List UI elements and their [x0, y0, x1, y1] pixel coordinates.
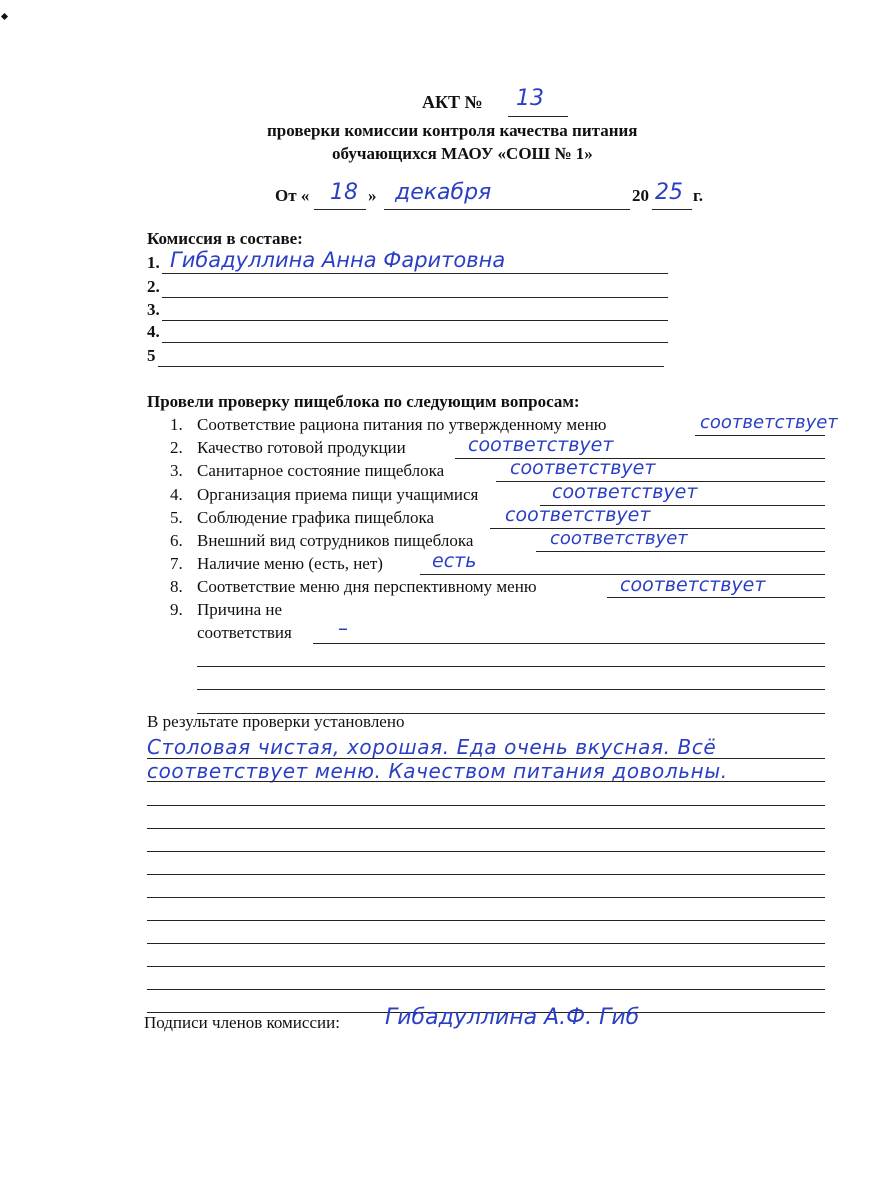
item-8-text: Соответствие меню дня перспективному меню [197, 577, 537, 596]
date-mid: » [368, 186, 377, 205]
result-rule-9 [147, 943, 825, 944]
item-5-text: Соблюдение графика пищеблока [197, 508, 435, 527]
date-day: 18 [330, 180, 358, 205]
item-3-num: 3. [170, 461, 183, 480]
signatures-value: Гибадуллина А.Ф. Гиб [385, 1005, 640, 1030]
result-rule-5 [147, 851, 825, 852]
item-9-num: 9. [170, 600, 183, 619]
item-7-text: Наличие меню (есть, нет) [197, 554, 383, 573]
item-8-answer: соответствует [620, 574, 766, 596]
act-number: 13 [516, 86, 544, 111]
member-5-num: 5 [147, 346, 156, 365]
scan-corner-mark [1, 13, 8, 20]
result-rule-8 [147, 920, 825, 921]
commission-heading: Комиссия в составе: [147, 229, 303, 248]
member-3-num: 3. [147, 300, 160, 319]
subtitle-line-2: обучающихся МАОУ «СОШ № 1» [332, 144, 593, 163]
date-prefix: От « [275, 186, 310, 205]
item-1-answer: соответствует [700, 412, 838, 433]
item-9-text-line-1: Причина не [197, 600, 283, 619]
item-9-line-3 [197, 689, 825, 690]
item-6-text: Внешний вид сотрудников пищеблока [197, 531, 474, 550]
item-9-answer: – [338, 616, 348, 640]
member-5-line [158, 366, 664, 367]
item-1-num: 1. [170, 415, 183, 434]
item-9-line-1 [313, 643, 825, 644]
item-6-line [536, 551, 825, 552]
item-2-num: 2. [170, 438, 183, 457]
member-3-line [162, 320, 668, 321]
item-2-text: Качество готовой продукции [197, 438, 406, 457]
item-3-text: Санитарное состояние пищеблока [197, 461, 445, 480]
subtitle-line-1: проверки комиссии контроля качества питания [267, 121, 638, 140]
item-8-line [607, 597, 825, 598]
result-heading: В результате проверки установлено [147, 712, 405, 731]
item-3-answer: соответствует [510, 457, 656, 479]
item-7-num: 7. [170, 554, 183, 573]
item-7-answer: есть [432, 550, 477, 572]
date-year-prefix: 20 [632, 186, 649, 205]
date-year-line [652, 209, 692, 210]
item-6-num: 6. [170, 531, 183, 550]
item-5-num: 5. [170, 508, 183, 527]
inspection-heading: Провели проверку пищеблока по следующим вопросам: [147, 392, 580, 411]
item-9-line-2 [197, 666, 825, 667]
member-2-line [162, 297, 668, 298]
act-label: АКТ № [422, 92, 483, 112]
item-9-text-line-2: соответствия [197, 623, 292, 642]
item-5-answer: соответствует [505, 504, 651, 526]
item-4-text: Организация приема пищи учащимися [197, 485, 479, 504]
date-suffix: г. [693, 186, 704, 205]
item-8-num: 8. [170, 577, 183, 596]
date-year-suffix: 25 [655, 180, 683, 205]
item-4-num: 4. [170, 485, 183, 504]
result-rule-7 [147, 897, 825, 898]
result-line-1: Столовая чистая, хорошая. Еда очень вкусная. Всё [147, 735, 717, 759]
act-number-line [508, 116, 568, 117]
date-day-line [314, 209, 366, 210]
member-2-num: 2. [147, 277, 160, 296]
result-rule-4 [147, 828, 825, 829]
member-1-line [162, 273, 668, 274]
member-4-line [162, 342, 668, 343]
result-rule-11 [147, 989, 825, 990]
member-4-num: 4. [147, 322, 160, 341]
result-line-2: соответствует меню. Качеством питания довольны. [147, 759, 728, 783]
item-2-answer: соответствует [468, 434, 614, 456]
item-6-answer: соответствует [550, 528, 688, 549]
signatures-label: Подписи членов комиссии: [144, 1013, 340, 1032]
result-rule-6 [147, 874, 825, 875]
result-rule-3 [147, 805, 825, 806]
result-rule-10 [147, 966, 825, 967]
date-month: декабря [395, 180, 492, 205]
date-month-line [384, 209, 630, 210]
item-1-line [695, 435, 825, 436]
item-4-answer: соответствует [552, 481, 698, 503]
item-1-text: Соответствие рациона питания по утвержденному меню [197, 415, 607, 434]
member-1-num: 1. [147, 253, 160, 272]
result-rule-2 [147, 781, 825, 782]
member-1-name: Гибадуллина Анна Фаритовна [170, 248, 506, 272]
